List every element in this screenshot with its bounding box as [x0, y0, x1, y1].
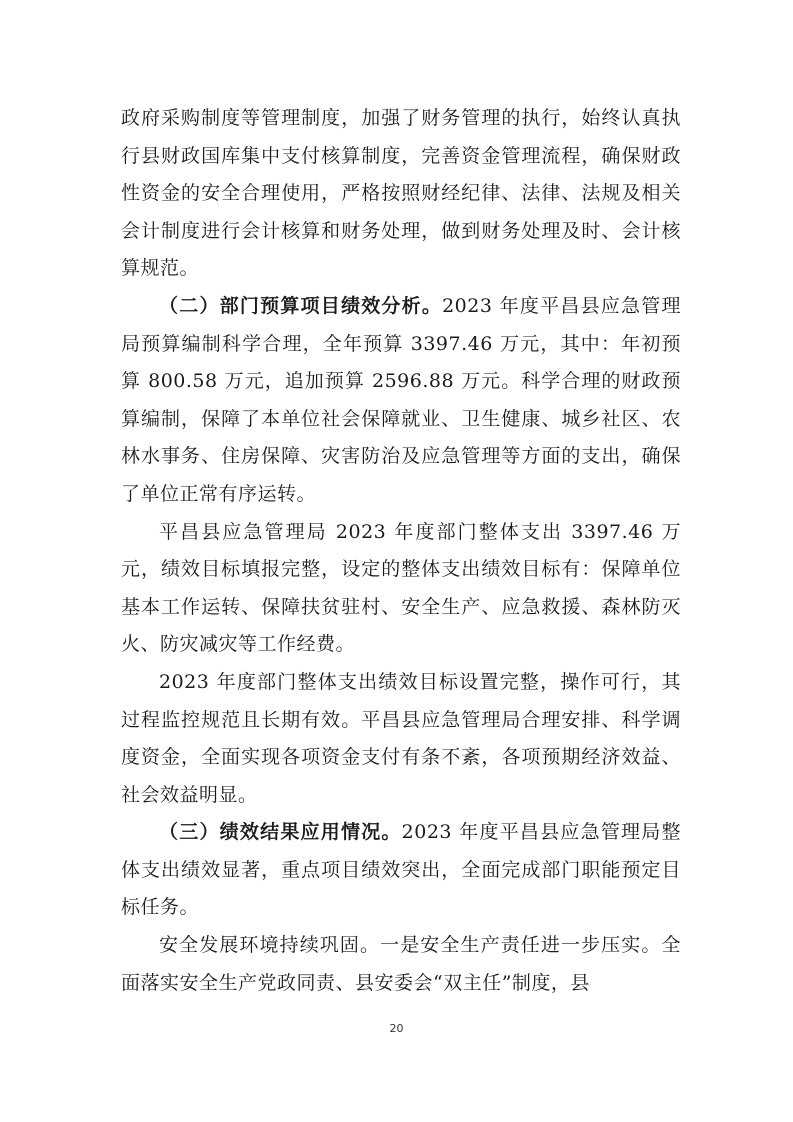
- paragraph-text: 2023 年度平昌县应急管理局整体支出绩效显著，重点项目绩效突出，全面完成部门职能预定目标任务。: [121, 821, 681, 919]
- paragraph-text: 安全发展环境持续巩固。一是安全生产责任进一步压实。全面落实安全生产党政同责、县安委会“双主任”制度，县: [121, 934, 681, 994]
- paragraph-overall-expenditure: [121, 514, 681, 664]
- paragraph-results-application: [121, 814, 681, 927]
- page-number: 20: [389, 1022, 404, 1035]
- paragraph-text: 平昌县应急管理局 2023 年度部门整体支出 3397.46 万元，绩效目标填报完整，设定的整体支出绩效目标有：保障单位基本工作运转、保障扶贫驻村、安全生产、应急救援、森林防灭火、防灾减灾等工作经费。: [121, 520, 681, 656]
- paragraph-text: 2023 年度部门整体支出绩效目标设置完整，操作可行，其过程监控规范且长期有效。平昌县应急管理局合理安排、科学调度资金，全面实现各项资金支付有条不紊，各项预期经济效益、社会效益明显。: [121, 670, 681, 806]
- document-body: [121, 100, 681, 1002]
- paragraph-text: 2023 年度平昌县应急管理局预算编制科学合理，全年预算 3397.46 万元，其中：年初预算 800.58 万元，追加预算 2596.88 万元。科学合理的财政预算编制，保障了本单位社会保障就业、卫生健康、城乡社区、农林水事务、住房保障、灾害防治及应急管理等方面的支出，确保了单位正常有序运转。: [121, 294, 681, 505]
- paragraph-target-setting: [121, 664, 681, 814]
- section-heading-2: （二）部门预算项目绩效分析。: [159, 294, 443, 317]
- section-heading-3: （三）绩效结果应用情况。: [159, 821, 402, 844]
- paragraph-safety-development: [121, 927, 681, 1002]
- paragraph-finance-management: [121, 100, 681, 288]
- paragraph-budget-analysis: [121, 288, 681, 514]
- paragraph-text: 政府采购制度等管理制度，加强了财务管理的执行，始终认真执行县财政国库集中支付核算制度，完善资金管理流程，确保财政性资金的安全合理使用，严格按照财经纪律、法律、法规及相关会计制度进行会计核算和财务处理，做到财务处理及时、会计核算规范。: [121, 107, 681, 280]
